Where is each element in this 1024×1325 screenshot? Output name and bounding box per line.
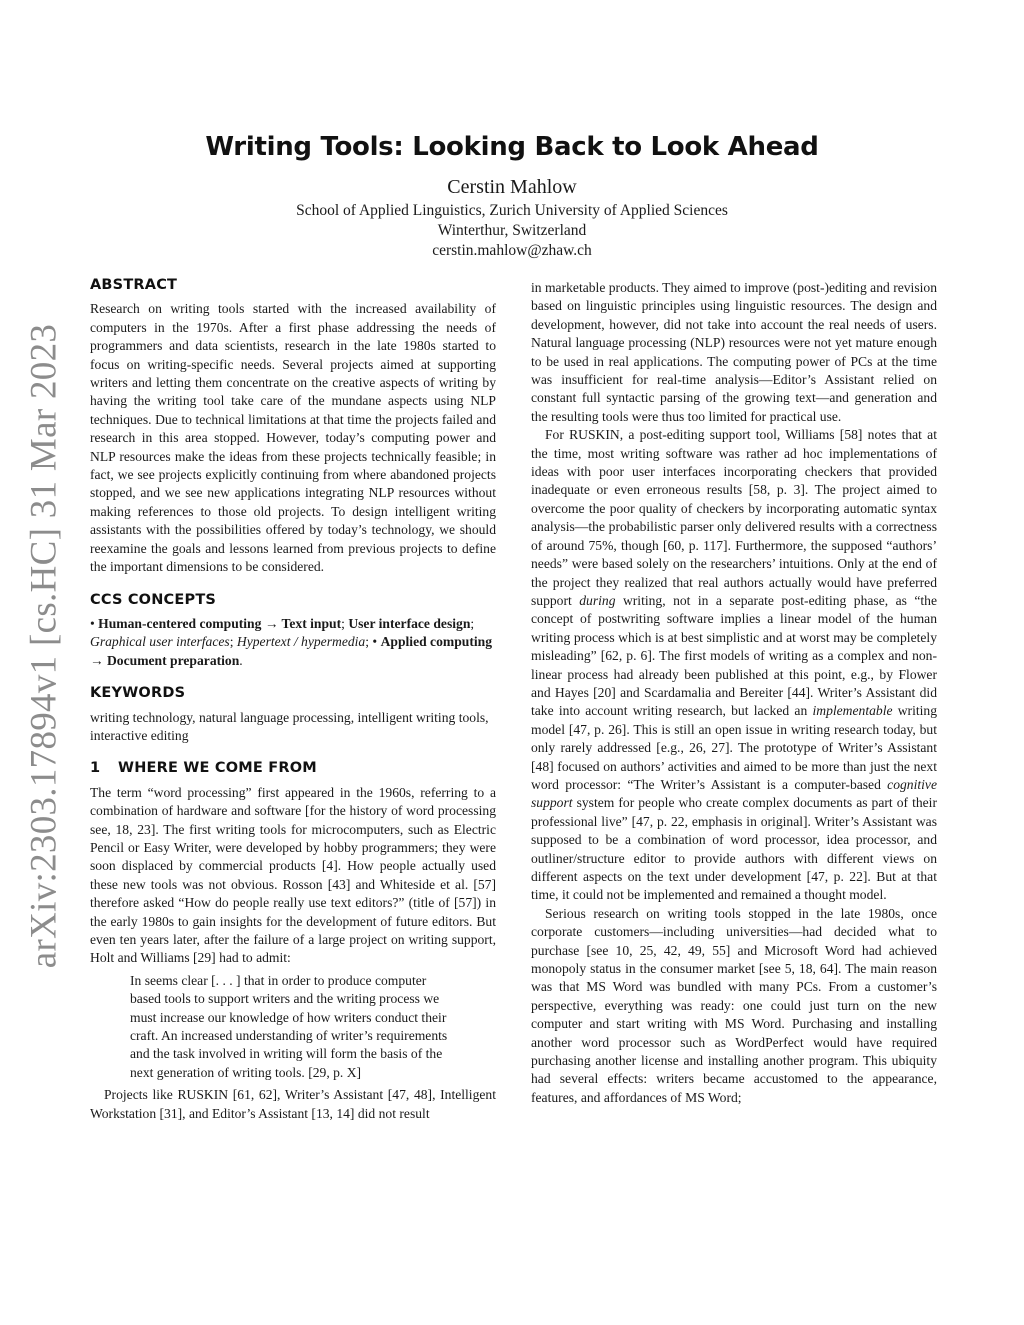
keywords-text: writing technology, natural language processing, intelligent writing tools, interactive editing [90,709,489,743]
ccs-concept-5: Applied computing → Document preparation [90,634,492,668]
section-1-paragraph-2: Projects like RUSKIN [61, 62], Writer’s Assistant [47, 48], Intelligent Workstation [31], and Editor’s Assistant [13, 14] did not result [90,1087,496,1121]
ccs-concepts [90,615,496,670]
abstract-heading: ABSTRACT [90,277,178,293]
author-location: Winterthur, Switzerland [437,222,587,239]
ccs-sep: ; [229,634,237,650]
author-email[interactable]: cerstin.mahlow@zhaw.ch [432,242,592,259]
para-text: writing, not in a separate post-editing phase, as “the concept of postwriting software implies a linear model of the human writing process which is at best simplistic and at worst may be completely misleading” [62, p. 6]. The first models of writing as a complex and non-linear process had already been published at this point, e.g., by Flower and Hayes [20] and Scardamalia and Bereiter [44]. Writer’s Assistant did take into account writing research, but lacked an [531,592,937,719]
para-text: system for people who create complex documents as part of their professional live” [47, p. 22, emphasis in original]. Writer’s Assistant was supposed to be a combination of word processor, idea processor, and outliner/structure editor to provide authors with different views on different aspects on the text under development [47, p. 22]. But at that time, it could not be implemented and remained a thought model. [531,795,937,903]
block-quote [130,972,452,1082]
section-1-paragraph-4: Serious research on writing tools stopped in the late 1980s, once corporate customers—including universities—had decided what to purchase [see 10, 25, 42, 49, 55] and Microsoft Word had achieved monopoly status in the consumer market [see 5, 18, 64]. The main reason was that MS Word was bundled with many PCs. From a customer’s perspective, everything was ready: one could just turn on the new computer and start writing with MS Word. Purchasing and installing another word processor such as WordPerfect would have required purchasing another license and installing another program. This ubiquity had several effects: writers became accustomed to the appearance, features, and affordances of MS Word; [531,905,937,1105]
section-title: WHERE WE COME FROM [118,760,317,777]
section-number: 1 [90,760,101,777]
para-text: writing model [47, p. 26]. This is still an open issue in writing research today, but only rarely addressed [e.g., 26, 27]. The prototype of Writer’s Assistant [48] focused on authors’ activities and aimed to be more than just the next word processor: “The Writer’s Assistant is a computer-based [531,703,937,792]
ccs-sep: ; [341,615,349,631]
section-1-paragraph-2-cont: in marketable products. They aimed to improve (post-)editing and revision based on linguistic principles using linguistic resources. The design and development, however, did not take into account the real needs of users. Natural language processing (NLP) resources were not yet mature enough to be used in real applications. The computing power of PCs at the time was insufficient for real-time analysis—Editor’s Assistant relied on constant full syntactic parsing of the growing text—and generation and the resulting tools were thus too limited for practical use. [531,280,937,424]
author-affiliation: School of Applied Linguistics, Zurich University of Applied Sciences [296,202,728,219]
left-column [90,276,496,1123]
ccs-sep: ; • [365,634,381,650]
emphasis: implementable [812,703,893,719]
section-1-heading [90,759,496,777]
ccs-concept-1: Human-centered computing → Text input [98,615,342,631]
ccs-concept-2: User interface design [348,615,471,631]
ccs-concept-3: Graphical user interfaces [90,634,230,650]
ccs-concept-4: Hypertext / hypermedia [236,634,366,650]
emphasis: during [579,592,616,608]
keywords-heading: KEYWORDS [90,685,186,702]
abstract-text: Research on writing tools started with the increased availability of computers in the 1970s. After a first phase addressing the needs of programmers and data scientists, research in the late 1980s started to focus on writing-specific needs. Several projects aimed at supporting writers and letting them concentrate on the creative aspects of writing by having the writing tool take care of the mundane aspects using NLP techniques. Due to technical limitations at that time the projects failed and research in this area stopped. However, today’s computing power and NLP resources make the ideas from these projects technically feasible; in fact, we see projects explicitly continuing from where abandoned projects stopped, and we see new applications integrating NLP resources without making references to those old projects. To design intelligent writing assistants with the possibilities offered by today’s technology, we should reexamine the goals and lessons learned from previous projects to define the important dimensions to be considered. [90,301,496,575]
section-1-paragraph-1: The term “word processing” first appeared in the 1960s, referring to a combination of hardware and software [for the history of word processing see, 18, 23]. The first writing tools for microcomputers, such as Electric Pencil or Easy Writer, were developed by hobby programmers; they were soon displaced by commercial products [4]. How people actually used these new tools was not obvious. Rosson [43] and Whiteside et al. [57] therefore asked “How do people really use text editors?” (title of [57]) in the early 1980s to gain insights for the development of future editors. But even ten years later, after the failure of a large project on writing support, Holt and Williams [29] had to admit: [90,784,496,966]
ccs-sep: ; [470,615,475,631]
emphasis: cognitive support [531,776,937,811]
section-1-paragraph-3 [531,426,937,905]
right-column [531,279,937,1107]
ccs-bullet: • [90,615,99,631]
quote-text: In seems clear [. . . ] that in order to produce computer based tools to support writers and the writing process we must increase our knowledge of how writers conduct their craft. An increased understanding of writer’s requirements and the task involved in writing will form the basis of the next generation of writing tools. [29, p. X] [130,972,448,1080]
author-name: Cerstin Mahlow [447,176,577,198]
ccs-heading: CCS CONCEPTS [90,591,217,608]
ccs-end: . [239,652,243,668]
arxiv-identifier: arXiv:2303.17894v1 [cs.HC] 31 Mar 2023 [23,323,65,969]
para-text: For RUSKIN, a post-editing support tool, Williams [58] notes that at the time, most writing software was rather ad hoc implementations of ideas with poor user interfaces incorporating checkers that provided inadequate or even erroneous results [58, p. 3]. The project aimed to overcome the poor quality of checkers by incorporating automatic syntax analysis—the probabilistic parser only delivered results with a correctness of around 75%, though [60, p. 117]. Furthermore, the supposed “authors’ needs” were based solely on the researchers’ intuitions. Only at the end of the project they realized that real authors actually would have preferred support [531,427,937,608]
paper-header [0,132,1024,261]
paper-title: Writing Tools: Looking Back to Look Ahead [205,132,819,162]
